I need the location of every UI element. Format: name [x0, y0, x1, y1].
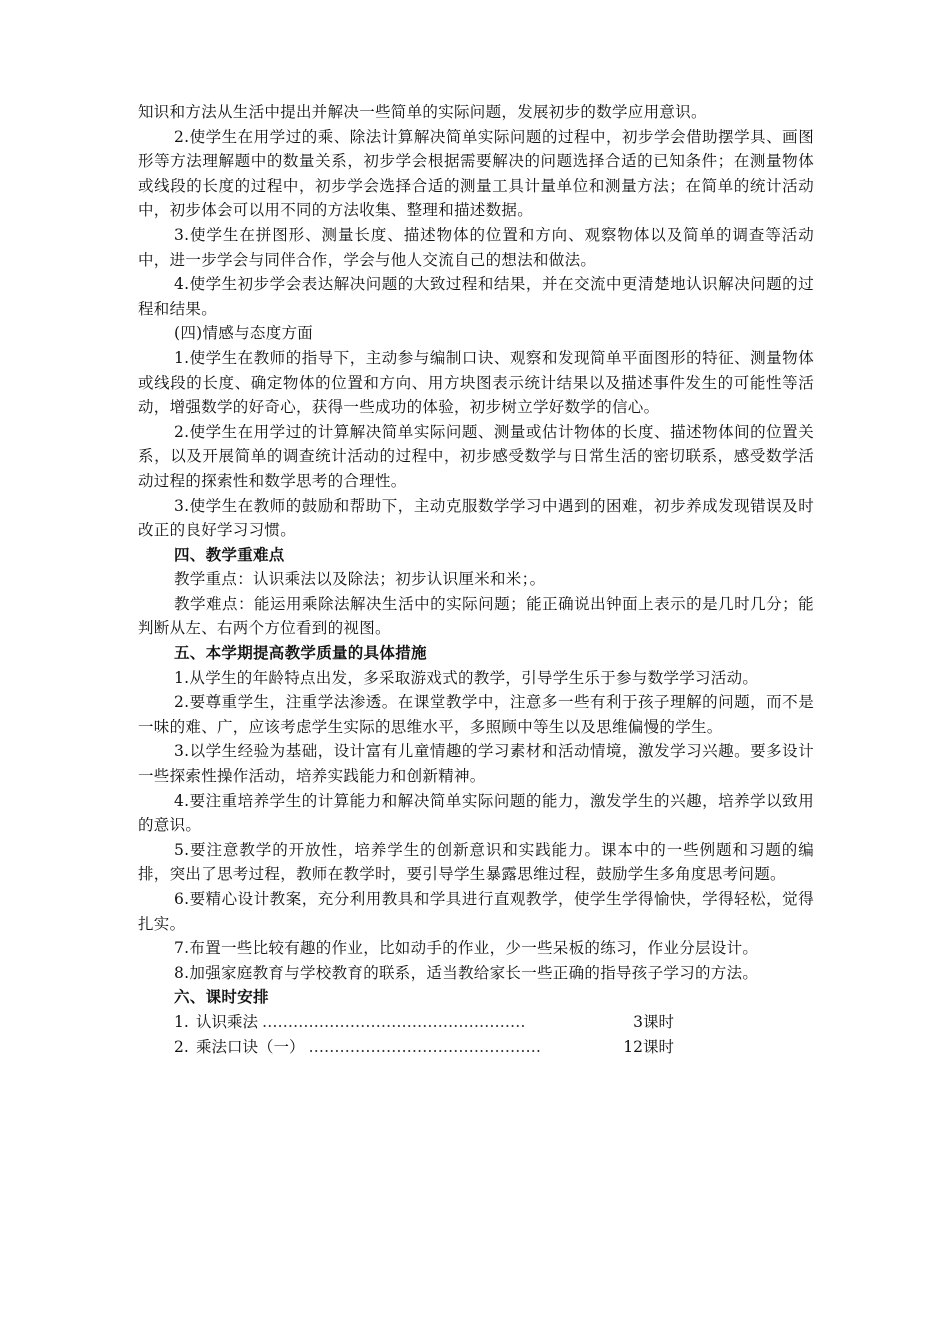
section3-item-4: 4.使学生初步学会表达解决问题的大致过程和结果，并在交流中更清楚地认识解决问题的过程和结果。	[138, 275, 814, 318]
schedule-row	[138, 1035, 674, 1060]
schedule-row	[138, 1010, 674, 1035]
schedule-hours: 3课时	[633, 1012, 674, 1031]
section4-item-3: 3.使学生在教师的鼓励和帮助下，主动克服数学学习中遇到的困难，初步养成发现错误及时改正的良好学习习惯。	[138, 496, 814, 540]
schedule-leader-dots: ………………………………………	[308, 1037, 542, 1056]
key-points-paragraph: 教学重点：认识乘法以及除法；初步认识厘米和米；。	[174, 570, 546, 589]
measure-item-4: 4.要注重培养学生的计算能力和解决简单实际问题的能力，激发学生的兴趣，培养学以致用的意识。	[138, 791, 814, 835]
schedule-unit-name: 认识乘法	[196, 1012, 259, 1031]
heading-class-schedule: 六、课时安排	[174, 988, 269, 1007]
measure-item-5: 5.要注意教学的开放性，培养学生的创新意识和实践能力。课本中的一些例题和习题的编排，突出了思考过程，教师在教学时，要引导学生暴露思维过程，鼓励学生多角度思考问题。	[138, 840, 814, 884]
schedule-leader-dots: ……………………………………………	[262, 1012, 526, 1031]
schedule-unit-name: 乘法口诀（一）	[196, 1037, 305, 1056]
sub-heading-emotion-attitude: (四)情感与态度方面	[174, 324, 314, 343]
schedule-number: 1.	[174, 1012, 189, 1031]
difficult-points-paragraph: 教学难点：能运用乘除法解决生活中的实际问题；能正确说出钟面上表示的是几时几分；能判断从左、右两个方位看到的视图。	[138, 594, 814, 638]
measure-item-2: 2.要尊重学生，注重学法渗透。在课堂教学中，注意多一些有利于孩子理解的问题，而不是一味的难、广，应该考虑学生实际的思维水平，多照顾中等生以及思维偏慢的学生。	[138, 693, 814, 736]
schedule-hours: 12课时	[623, 1037, 674, 1056]
measure-item-1: 1.从学生的年龄特点出发，多采取游戏式的教学，引导学生乐于参与数学学习活动。	[174, 668, 759, 687]
section3-item-3: 3.使学生在拼图形、测量长度、描述物体的位置和方向、观察物体以及简单的调查等活动中，进一步学会与同伴合作，学会与他人交流自己的想法和做法。	[138, 225, 814, 269]
measure-item-6: 6.要精心设计教案，充分利用教具和学具进行直观教学，使学生学得愉快，学得轻松，觉得扎实。	[138, 890, 814, 933]
schedule-number: 2.	[174, 1037, 189, 1056]
measure-item-7: 7.布置一些比较有趣的作业，比如动手的作业，少一些呆板的练习，作业分层设计。	[174, 939, 759, 958]
measure-item-8: 8.加强家庭教育与学校教育的联系，适当教给家长一些正确的指导孩子学习的方法。	[174, 963, 759, 982]
intro-paragraph: 知识和方法从生活中提出并解决一些简单的实际问题，发展初步的数学应用意识。	[138, 103, 707, 121]
heading-teaching-key-difficult: 四、教学重难点	[174, 545, 285, 564]
document-page	[138, 100, 814, 1059]
measure-item-3: 3.以学生经验为基础，设计富有儿童情趣的学习素材和活动情境，激发学习兴趣。要多设计一些探索性操作活动，培养实践能力和创新精神。	[138, 742, 814, 786]
section4-item-1: 1.使学生在教师的指导下，主动参与编制口诀、观察和发现简单平面图形的特征、测量物体或线段的长度、确定物体的位置和方向、用方块图表示统计结果以及描述事件发生的可能性等活动，增强数学的好奇心，获得一些成功的体验，初步树立学好数学的信心。	[138, 348, 814, 417]
section3-item-2: 2.使学生在用学过的乘、除法计算解决简单实际问题的过程中，初步学会借助摆学具、画图形等方法理解题中的数量关系，初步学会根据需要解决的问题选择合适的已知条件；在测量物体或线段的长度的过程中，初步学会选择合适的测量工具计量单位和测量方法；在简单的统计活动中，初步体会可以用不同的方法收集、整理和描述数据。	[138, 127, 814, 220]
section4-item-2: 2.使学生在用学过的计算解决简单实际问题、测量或估计物体的长度、描述物体间的位置关系，以及开展简单的调查统计活动的过程中，初步感受数学与日常生活的密切联系，感受数学活动过程的探索性和数学思考的合理性。	[138, 422, 814, 490]
heading-quality-measures: 五、本学期提高教学质量的具体措施	[174, 644, 427, 663]
